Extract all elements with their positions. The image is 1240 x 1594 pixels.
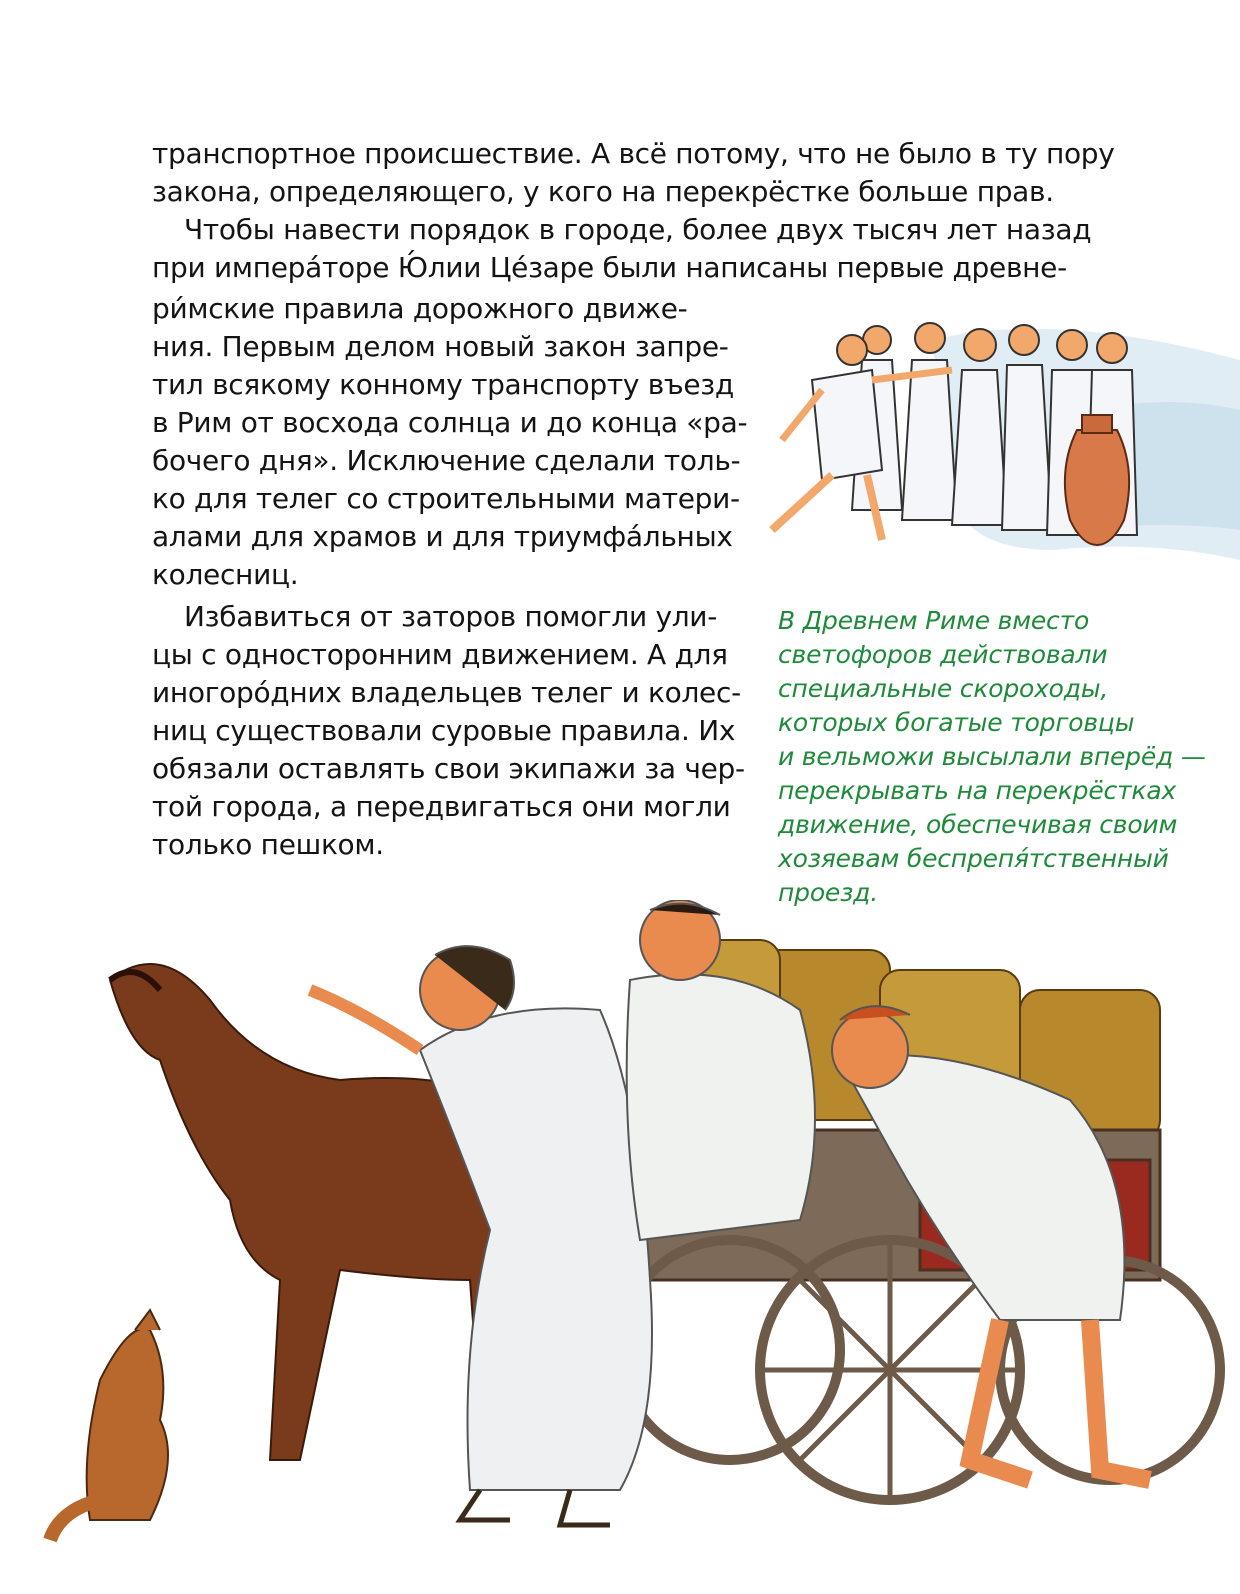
caption-line: хозяевам беспрепя́тственный [778, 844, 1169, 873]
caption-line: которых богатые торговцы [778, 708, 1135, 737]
text-line: ния. Первым делом новый закон запре- [152, 330, 729, 363]
text-line: Избавиться от заторов помогли ули- [184, 600, 718, 633]
roman-crowd-illustration [752, 300, 1240, 600]
caption-line: проезд. [778, 878, 879, 907]
text-line: бочего дня». Исключение сделали толь- [152, 444, 741, 477]
caption-line: специальные скороходы, [778, 674, 1109, 703]
text-line: при импера́торе Ю́лии Це́заре были написаны первые древне- [152, 251, 1067, 284]
caption-line: В Древнем Риме вместо [778, 606, 1090, 635]
text-line: колесниц. [152, 558, 299, 591]
text-line: закона, определяющего, у кого на перекрёстке больше прав. [152, 175, 1054, 208]
caption-line: и вельможи высылали вперёд — [778, 742, 1206, 771]
text-line: ри́мские правила дорожного движе- [152, 292, 688, 325]
text-line: цы с односторонним движением. А для [152, 638, 728, 671]
text-line: алами для храмов и для триумфа́льных [152, 520, 733, 553]
text-line: Чтобы навести порядок в городе, более двух тысяч лет назад [184, 213, 1092, 246]
text-line: ниц существовали суровые правила. Их [152, 714, 736, 747]
caption-line: перекрывать на перекрёстках [778, 776, 1177, 805]
caption-line: светофоров действовали [778, 640, 1108, 669]
text-line: транспортное происшествие. А всё потому, что не было в ту пору [152, 137, 1115, 170]
text-line: обязали оставлять свои экипажи за чер- [152, 752, 745, 785]
text-line: ко для телег со строительными матери- [152, 482, 740, 515]
text-line: в Рим от восхода солнца и до конца «ра- [152, 406, 748, 439]
caption-line: движение, обеспечивая своим [778, 810, 1178, 839]
text-line: иногоро́дних владельцев телег и колес- [152, 676, 741, 709]
text-line: тил всякому конному транспорту въезд [152, 368, 734, 401]
horse-cart-illustration [40, 900, 1230, 1580]
text-line: той города, а передвигаться они могли [152, 790, 731, 823]
text-line: только пешком. [152, 828, 384, 861]
